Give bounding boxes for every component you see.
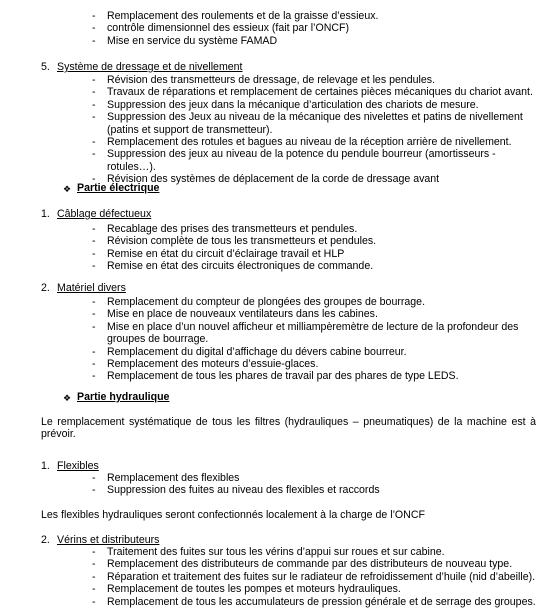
list-item: - Mise en place d’un nouvel afficheur et milliampèremètre de lecture de la profondeur des groupes de bourrage. [0,321,550,346]
list-item: - Recablage des prises des transmetteurs et pendules. [0,223,550,235]
list-item: - Suppression des Jeux au niveau de la mécanique des nivelettes et patins de nivellement (patins et support de transmetteur). [0,111,550,136]
list-item: - Travaux de réparations et remplacement de certaines pièces mécaniques du chariot avant. [0,86,550,98]
section-number: 1. [41,208,50,220]
list-item: - Révision des systèmes de déplacement de la corde de dressage avant [0,173,550,185]
list-item: - Révision des transmetteurs de dressage, de relevage et les pendules. [0,74,550,86]
list-item: - Révision complète de tous les transmetteurs et pendules. [0,235,550,247]
top-list [0,10,550,47]
hydro2-list [0,546,550,608]
list-item: - Remplacement des rotules et bagues au niveau de la réception arrière de nivellement. [0,136,550,148]
section-title: Matériel divers [57,282,126,294]
list-item: - Suppression des jeux dans la mécanique d’articulation des chariots de mesure. [0,99,550,111]
part-heading-hydraulique: Partie hydraulique [77,391,170,403]
section-title: Flexibles [57,460,99,472]
list-item: - Remplacement du digital d’affichage du dévers cabine bourreur. [0,346,550,358]
paragraph: Les flexibles hydrauliques seront confectionnés localement à la charge de l’ONCF [41,509,425,521]
list-item: - Remise en état du circuit d’éclairage travail et HLP [0,248,550,260]
section-number: 1. [41,460,50,472]
list-item: - Remplacement de tous les accumulateurs de pression générale et de serrage des groupes. [0,596,550,608]
list-item: - Remplacement des moteurs d’essuie-glaces. [0,358,550,370]
elec2-list [0,296,550,383]
list-item: - Remise en état des circuits électroniques de commande. [0,260,550,272]
list-item: - Suppression des fuites au niveau des flexibles et raccords [0,484,550,496]
list-item: - Mise en service du système FAMAD [0,35,550,47]
elec1-list [0,223,550,273]
section-number: 5. [41,61,50,73]
section-title: Système de dressage et de nivellement [57,61,243,73]
diamond-bullet-icon: ❖ [63,184,72,194]
list-item: - Remplacement des roulements et de la graisse d’essieux. [0,10,550,22]
section-number: 2. [41,282,50,294]
list-item: - Remplacement de toutes les pompes et moteurs hydrauliques. [0,583,550,595]
paragraph: Le remplacement systématique de tous les filtres (hydrauliques – pneumatiques) de la machine est à prévoir. [41,416,536,441]
section-title: Vérins et distributeurs [57,534,160,546]
list-item: - Remplacement de tous les phares de travail par des phares de type LEDS. [0,370,550,382]
list-item: - Réparation et traitement des fuites sur le radiateur de refroidissement d’huile (nid d’abeille). [0,571,550,583]
list-item: - Mise en place de nouveaux ventilateurs dans les cabines. [0,308,550,320]
section-number: 2. [41,534,50,546]
part-heading-electrique: Partie électrique [77,182,160,194]
list-item: - Remplacement du compteur de plongées des groupes de bourrage. [0,296,550,308]
section-title: Câblage défectueux [57,208,152,220]
diamond-bullet-icon: ❖ [63,393,72,403]
hydro1-list [0,472,550,497]
list-item: - Remplacement des distributeurs de commande par des distributeurs de nouveau type. [0,558,550,570]
section5-list [0,74,550,186]
list-item: - Remplacement des flexibles [0,472,550,484]
list-item: - contrôle dimensionnel des essieux (fait par l’ONCF) [0,22,550,34]
list-item: - Suppression des jeux au niveau de la potence du pendule bourreur (amortisseurs -rotules…). [0,148,550,173]
list-item: - Traitement des fuites sur tous les vérins d’appui sur roues et sur cabine. [0,546,550,558]
